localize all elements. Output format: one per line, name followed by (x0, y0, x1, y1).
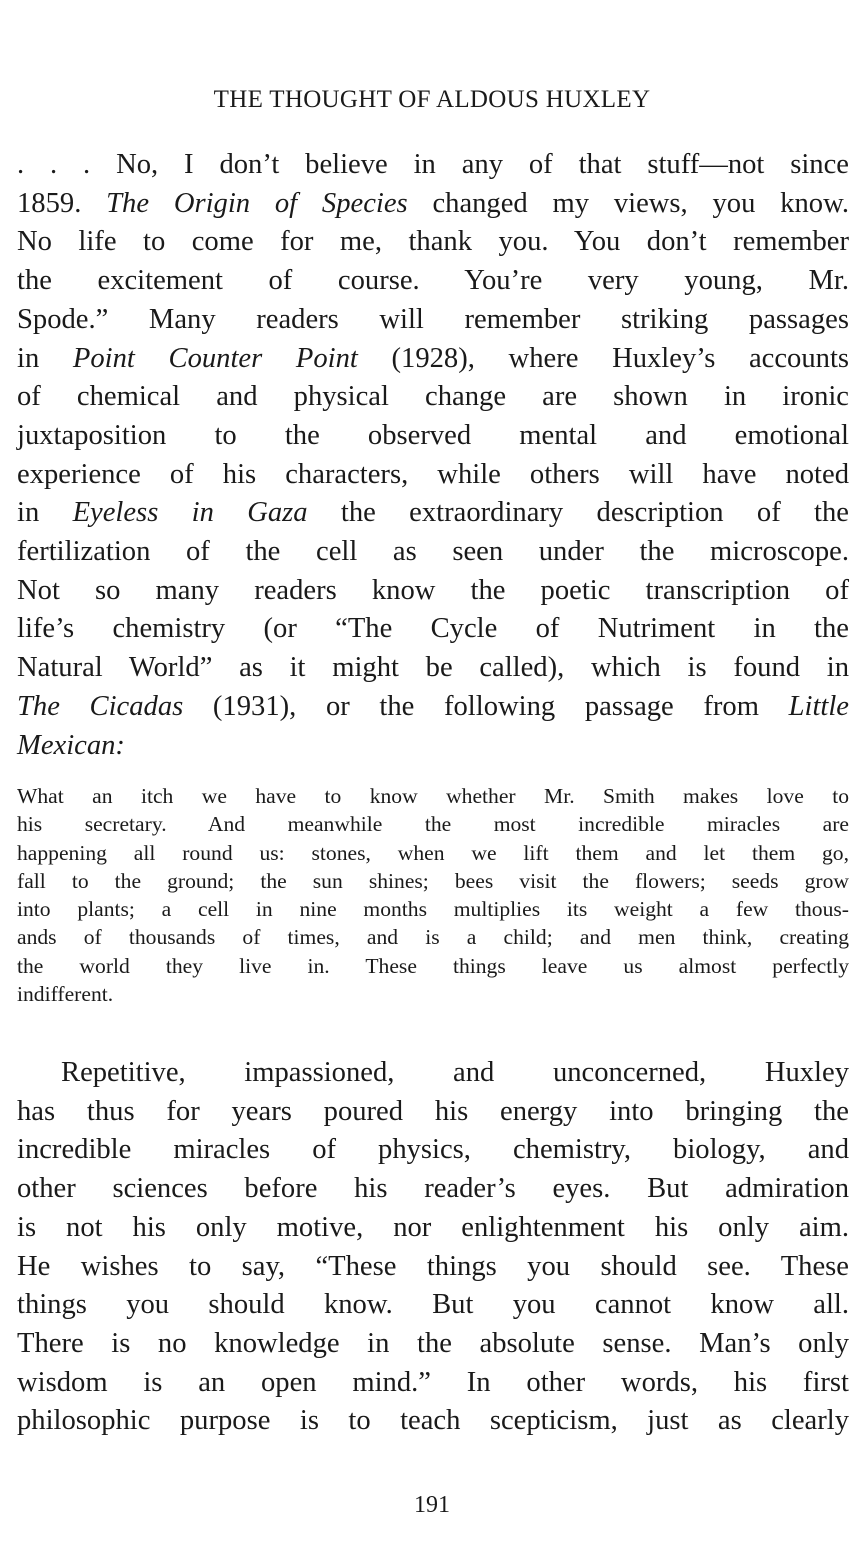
italic-title: Little (788, 690, 849, 722)
text-run: fertilization of the cell as seen under the microscope. (17, 536, 849, 568)
text-run: No life to come for me, thank you. You don’t remember (17, 226, 849, 258)
block-quote (17, 782, 849, 1008)
text-line: things you should know. But you cannot know all. (17, 1289, 849, 1321)
text-line (17, 146, 849, 185)
text-run: life’s chemistry (or “The Cycle of Nutriment in the (17, 613, 849, 645)
text-run: in (17, 342, 73, 374)
text-line: other sciences before his reader’s eyes. But admiration (17, 1173, 849, 1205)
text-line (17, 417, 849, 456)
italic-title: Point Counter Point (72, 342, 358, 374)
quote-line: indifferent. (17, 982, 114, 1007)
text-line (17, 572, 849, 611)
page-number: 191 (414, 1492, 450, 1518)
text-line: wisdom is an open mind.” In other words, his first (17, 1366, 849, 1398)
text-run: Natural World” as it might be called), which is found in (17, 652, 849, 684)
quote-line: the world they live in. These things leave us almost perfectly (17, 953, 849, 978)
text-line (17, 185, 849, 224)
text-line: He wishes to say, “These things you should see. These (17, 1250, 849, 1282)
text-line: There is no knowledge in the absolute sense. Man’s only (17, 1327, 849, 1359)
text-line (17, 301, 849, 340)
text-line: is not his only motive, nor enlightenment his only aim. (17, 1211, 849, 1243)
text-run: 1859. (17, 187, 107, 219)
running-head: THE THOUGHT OF ALDOUS HUXLEY (213, 86, 651, 113)
text-run: the extraordinary description of the (307, 497, 849, 529)
text-run: experience of his characters, while others will have noted (17, 458, 849, 490)
paragraph-1 (17, 146, 849, 765)
text-run: juxtaposition to the observed mental and emotional (17, 419, 849, 451)
text-line (17, 494, 849, 533)
text-run: . . . No, I don’t believe in any of that stuff—not since (17, 149, 849, 180)
text-run: of chemical and physical change are shown in ironic (17, 381, 849, 413)
text-run: Not so many readers know the poetic transcription of (17, 574, 849, 606)
text-line (17, 649, 849, 688)
text-line: has thus for years poured his energy into bringing the (17, 1095, 849, 1127)
quote-line: What an itch we have to know whether Mr. Smith makes love to (17, 784, 849, 808)
text-line: philosophic purpose is to teach scepticism, just as clearly (17, 1405, 849, 1437)
text-line (17, 610, 849, 649)
text-run: (1931), or the following passage from (183, 690, 789, 722)
text-line (17, 533, 849, 572)
text-line (17, 223, 849, 262)
text-line (17, 262, 849, 301)
text-line (17, 340, 849, 379)
text-run: in (17, 497, 73, 529)
text-run: Spode.” Many readers will remember striking passages (17, 303, 849, 335)
text-line (17, 456, 849, 495)
italic-title: Mexican: (17, 729, 125, 761)
quote-line: into plants; a cell in nine months multiplies its weight a few thous- (17, 897, 849, 922)
text-line: incredible miracles of physics, chemistry, biology, and (17, 1134, 849, 1166)
text-run: (1928), where Huxley’s accounts (357, 342, 850, 374)
quote-line: his secretary. And meanwhile the most incredible miracles are (17, 812, 849, 837)
paragraph-2 (17, 1054, 849, 1441)
text-line: Repetitive, impassioned, and unconcerned, Huxley (61, 1057, 849, 1088)
quote-line: fall to the ground; the sun shines; bees visit the flowers; seeds grow (17, 868, 849, 893)
quote-line: happening all round us: stones, when we lift them and let them go, (17, 840, 849, 865)
text-line (17, 688, 849, 727)
quote-line: ands of thousands of times, and is a child; and men think, creating (17, 925, 849, 950)
text-line (17, 378, 849, 417)
text-run: changed my views, you know. (407, 187, 850, 219)
italic-title: Eyeless in Gaza (72, 497, 308, 529)
text-line (17, 727, 849, 766)
text-run: the excitement of course. You’re very young, Mr. (17, 265, 849, 297)
italic-title: The Cicadas (17, 690, 184, 722)
italic-title: The Origin of Species (106, 187, 408, 219)
